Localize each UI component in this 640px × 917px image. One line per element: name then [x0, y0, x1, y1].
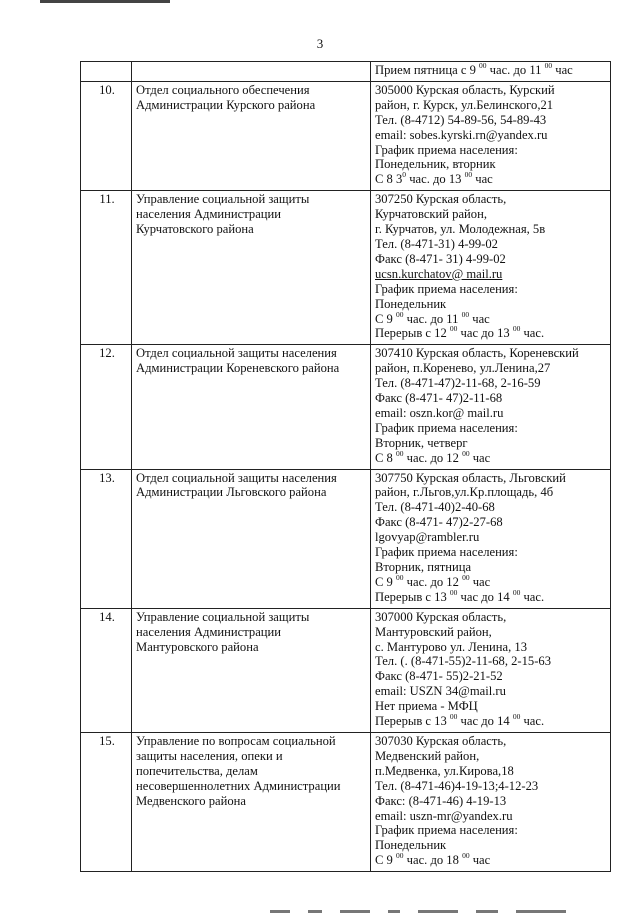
time-superscript: 00	[479, 61, 487, 70]
contact-details	[371, 81, 611, 190]
contact-line	[375, 764, 608, 779]
organization-name	[132, 732, 371, 871]
table-row	[81, 81, 611, 190]
table-row	[81, 191, 611, 345]
text-segment: График приема населения:	[375, 420, 518, 435]
text-segment: час	[469, 853, 491, 868]
contact-line	[375, 391, 608, 406]
contact-line	[375, 714, 608, 729]
text-segment: Понедельник, вторник	[375, 157, 496, 172]
text-segment: Прием пятница с 9	[375, 63, 480, 77]
contact-line	[375, 699, 608, 714]
contact-line	[375, 143, 608, 158]
contact-line	[375, 485, 608, 500]
organization-name-line: защиты населения, опеки и	[136, 748, 283, 763]
organization-name-line: Администрации Курского района	[136, 97, 316, 112]
text-segment: час. до 18	[403, 853, 463, 868]
contact-line	[375, 734, 608, 749]
row-number: 12.	[81, 345, 132, 469]
organization-name-line: Отдел социального обеспечения	[136, 82, 310, 97]
time-superscript: 00	[544, 61, 553, 70]
text-segment: Факс: (8-471-46) 4-19-13	[375, 793, 507, 808]
contact-line	[375, 309, 608, 327]
text-segment: Понедельник	[375, 296, 447, 311]
row-number	[81, 62, 132, 82]
text-segment: час. до 13	[406, 172, 465, 187]
contact-line	[375, 640, 608, 655]
contact-line	[375, 237, 608, 252]
text-segment: час. до 12	[403, 450, 463, 465]
organization-name-line: населения Администрации	[136, 624, 282, 639]
text-segment: район, п.Коренево, ул.Ленина,27	[375, 361, 551, 376]
row-number: 11.	[81, 191, 132, 345]
contact-details	[371, 608, 611, 732]
text-segment: email: USZN 34@mail.ru	[375, 684, 506, 699]
text-segment: час. до 11	[486, 63, 545, 77]
contact-line	[375, 192, 608, 207]
contact-line	[375, 515, 608, 530]
text-segment: email: uszn-mr@yandex.ru	[375, 808, 513, 823]
text-segment: Факс (8-471- 31) 4-99-02	[375, 251, 506, 266]
time-superscript: 00	[396, 572, 404, 582]
text-segment: Вторник, пятница	[375, 560, 472, 574]
text-segment: Тел. (8-4712) 54-89-56, 54-89-43	[375, 112, 547, 127]
time-superscript: 00	[396, 448, 404, 458]
text-segment: Тел. (. (8-471-55)2-11-68, 2-15-63	[375, 654, 552, 669]
text-segment: Факс (8-471- 55)2-21-52	[375, 669, 503, 684]
text-segment: Перерыв с 13	[375, 714, 450, 729]
organization-name	[132, 469, 371, 608]
organization-name-line: Администрации Кореневского района	[136, 361, 340, 376]
time-superscript: 00	[462, 448, 470, 458]
text-segment: Тел. (8-471-47)2-11-68, 2-16-59	[375, 376, 541, 391]
text-segment: район, г.Льгов,ул.Кр.площадь, 4б	[375, 485, 554, 500]
text-segment: час	[469, 450, 491, 465]
text-segment: час до 14	[457, 714, 513, 729]
contact-line	[375, 406, 608, 421]
contact-line	[375, 361, 608, 376]
contact-line	[375, 448, 608, 466]
time-superscript: 00	[449, 324, 458, 334]
organization-name-line: Управление социальной защиты	[136, 192, 310, 207]
contact-line	[375, 282, 608, 297]
text-segment: Тел. (8-471-40)2-40-68	[375, 500, 495, 515]
contact-line	[375, 572, 608, 590]
table-row	[81, 732, 611, 871]
text-segment: Вторник, четверг	[375, 435, 468, 450]
organization-name-line: Отдел социальной защиты населения	[136, 346, 337, 361]
organization-name	[132, 345, 371, 469]
text-segment: п.Медвенка, ул.Кирова,18	[375, 763, 514, 778]
text-segment: Перерыв с 12	[375, 326, 450, 341]
organization-name	[132, 62, 371, 82]
text-segment: Перерыв с 13	[375, 589, 450, 604]
contact-line	[375, 530, 608, 545]
table-row	[81, 608, 611, 732]
text-segment: час	[472, 172, 493, 187]
table-row	[81, 469, 611, 608]
time-superscript: 00	[461, 309, 470, 319]
organization-name-line: попечительства, делам	[136, 763, 258, 778]
organization-name-line: Администрации Льговского района	[136, 485, 327, 500]
organization-name	[132, 608, 371, 732]
text-segment: час до 14	[457, 589, 513, 604]
contact-line	[375, 838, 608, 853]
text-segment: С 8 3	[375, 172, 403, 187]
contact-details	[371, 732, 611, 871]
text-segment: час.	[520, 714, 545, 729]
organization-name	[132, 191, 371, 345]
text-segment: 307030 Курская область,	[375, 733, 507, 748]
text-segment: email: oszn.kor@ mail.ru	[375, 405, 504, 420]
contact-line	[375, 376, 608, 391]
time-superscript: 00	[462, 572, 470, 582]
organization-name-line: Курчатовского района	[136, 222, 254, 237]
contact-details	[371, 469, 611, 608]
organization-name-line: Мантуровского района	[136, 639, 259, 654]
time-superscript: 00	[512, 324, 521, 334]
time-superscript: 00	[512, 587, 521, 597]
contact-line	[375, 471, 608, 486]
text-segment: Тел. (8-471-31) 4-99-02	[375, 236, 498, 251]
organization-name	[132, 81, 371, 190]
text-segment: район, г. Курск, ул.Белинского,21	[375, 97, 554, 112]
contact-line	[375, 749, 608, 764]
text-segment: час. до 12	[403, 574, 463, 589]
contact-line	[375, 500, 608, 515]
contact-details	[371, 62, 611, 82]
contact-line	[375, 779, 608, 794]
organization-name-line: Отдел социальной защиты населения	[136, 470, 337, 485]
contact-line	[375, 113, 608, 128]
contact-details	[371, 345, 611, 469]
contact-line	[375, 610, 608, 625]
contact-line	[375, 809, 608, 824]
text-segment: С 9	[375, 574, 396, 589]
row-number: 10.	[81, 81, 132, 190]
contact-line	[375, 436, 608, 451]
text-segment: Тел. (8-471-46)4-19-13;4-12-23	[375, 778, 539, 793]
organization-name-line: Медвенского района	[136, 793, 246, 808]
text-segment: График приема населения:	[375, 281, 518, 296]
contact-line	[375, 63, 608, 78]
text-segment: час	[552, 63, 573, 77]
row-number: 15.	[81, 732, 132, 871]
text-segment: Понедельник	[375, 838, 447, 853]
contact-line	[375, 587, 608, 605]
contact-details	[371, 191, 611, 345]
time-superscript: 00	[396, 851, 404, 861]
time-superscript: 00	[396, 309, 404, 319]
table-row-continuation	[81, 62, 611, 82]
contact-line	[375, 545, 608, 560]
contact-line	[375, 207, 608, 222]
contact-line	[375, 560, 608, 575]
contact-line	[375, 794, 608, 809]
contact-line	[375, 654, 608, 669]
text-segment: час. до 11	[403, 311, 462, 326]
row-number: 14.	[81, 608, 132, 732]
text-segment: С 9	[375, 853, 396, 868]
organization-name-line: Управление социальной защиты	[136, 609, 310, 624]
text-segment: Курчатовский район,	[375, 207, 487, 222]
contact-line	[375, 823, 608, 838]
text-segment: Медвенский район,	[375, 748, 480, 763]
organization-name-line: населения Администрации	[136, 207, 282, 222]
scan-edge-mark	[40, 0, 170, 3]
text-segment: г. Курчатов, ул. Молодежная, 5в	[375, 222, 546, 237]
text-segment: График приема населения:	[375, 823, 518, 838]
contact-line	[375, 625, 608, 640]
contact-line	[375, 421, 608, 436]
text-segment: Нет приема - МФЦ	[375, 699, 478, 714]
contact-line	[375, 172, 608, 187]
page-number: 3	[316, 36, 324, 51]
contact-line	[375, 669, 608, 684]
text-segment: час.	[520, 326, 545, 341]
text-segment: lgovyap@rambler.ru	[375, 530, 480, 545]
contact-line	[375, 128, 608, 143]
table-body	[81, 62, 611, 872]
time-superscript: 00	[462, 851, 470, 861]
text-segment: час	[469, 574, 491, 589]
email-link: ucsn.kurchatov@ mail.ru	[375, 266, 503, 281]
text-segment: час до 13	[457, 326, 513, 341]
contact-line	[375, 157, 608, 172]
text-segment: с. Мантурово ул. Ленина, 13	[375, 639, 528, 654]
time-superscript: 00	[464, 170, 473, 180]
contact-line	[375, 98, 608, 113]
contact-line	[375, 222, 608, 237]
text-segment: час.	[520, 589, 545, 604]
row-number: 13.	[81, 469, 132, 608]
text-segment: 305000 Курская область, Курский	[375, 82, 555, 97]
text-segment: График приема населения:	[375, 142, 518, 157]
text-segment: График приема населения:	[375, 545, 518, 560]
contact-line	[375, 297, 608, 312]
contact-line	[375, 853, 608, 868]
contact-line	[375, 252, 608, 267]
text-segment: С 9	[375, 311, 396, 326]
text-segment: email: sobes.kyrski.rn@yandex.ru	[375, 127, 548, 142]
time-superscript: 00	[449, 712, 458, 722]
text-segment: Факс (8-471- 47)2-11-68	[375, 391, 503, 406]
organization-name-line: Управление по вопросам социальной	[136, 733, 336, 748]
text-segment: час	[469, 311, 490, 326]
text-segment: С 8	[375, 450, 396, 465]
time-superscript: 00	[449, 587, 458, 597]
contact-line	[375, 326, 608, 341]
contact-line	[375, 267, 608, 282]
text-segment: Мантуровский район,	[375, 624, 492, 639]
departments-table	[80, 61, 611, 872]
text-segment: Факс (8-471- 47)2-27-68	[375, 515, 503, 530]
text-segment: 307250 Курская область,	[375, 192, 507, 207]
table-row	[81, 345, 611, 469]
text-segment: 307750 Курская область, Льговский	[375, 470, 566, 485]
contact-line	[375, 346, 608, 361]
text-segment: 307000 Курская область,	[375, 609, 507, 624]
time-superscript: 0	[402, 170, 407, 180]
organization-name-line: несовершеннолетних Администрации	[136, 778, 341, 793]
contact-line	[375, 83, 608, 98]
contact-line	[375, 684, 608, 699]
time-superscript: 00	[512, 712, 521, 722]
text-segment: 307410 Курская область, Кореневский	[375, 346, 579, 361]
